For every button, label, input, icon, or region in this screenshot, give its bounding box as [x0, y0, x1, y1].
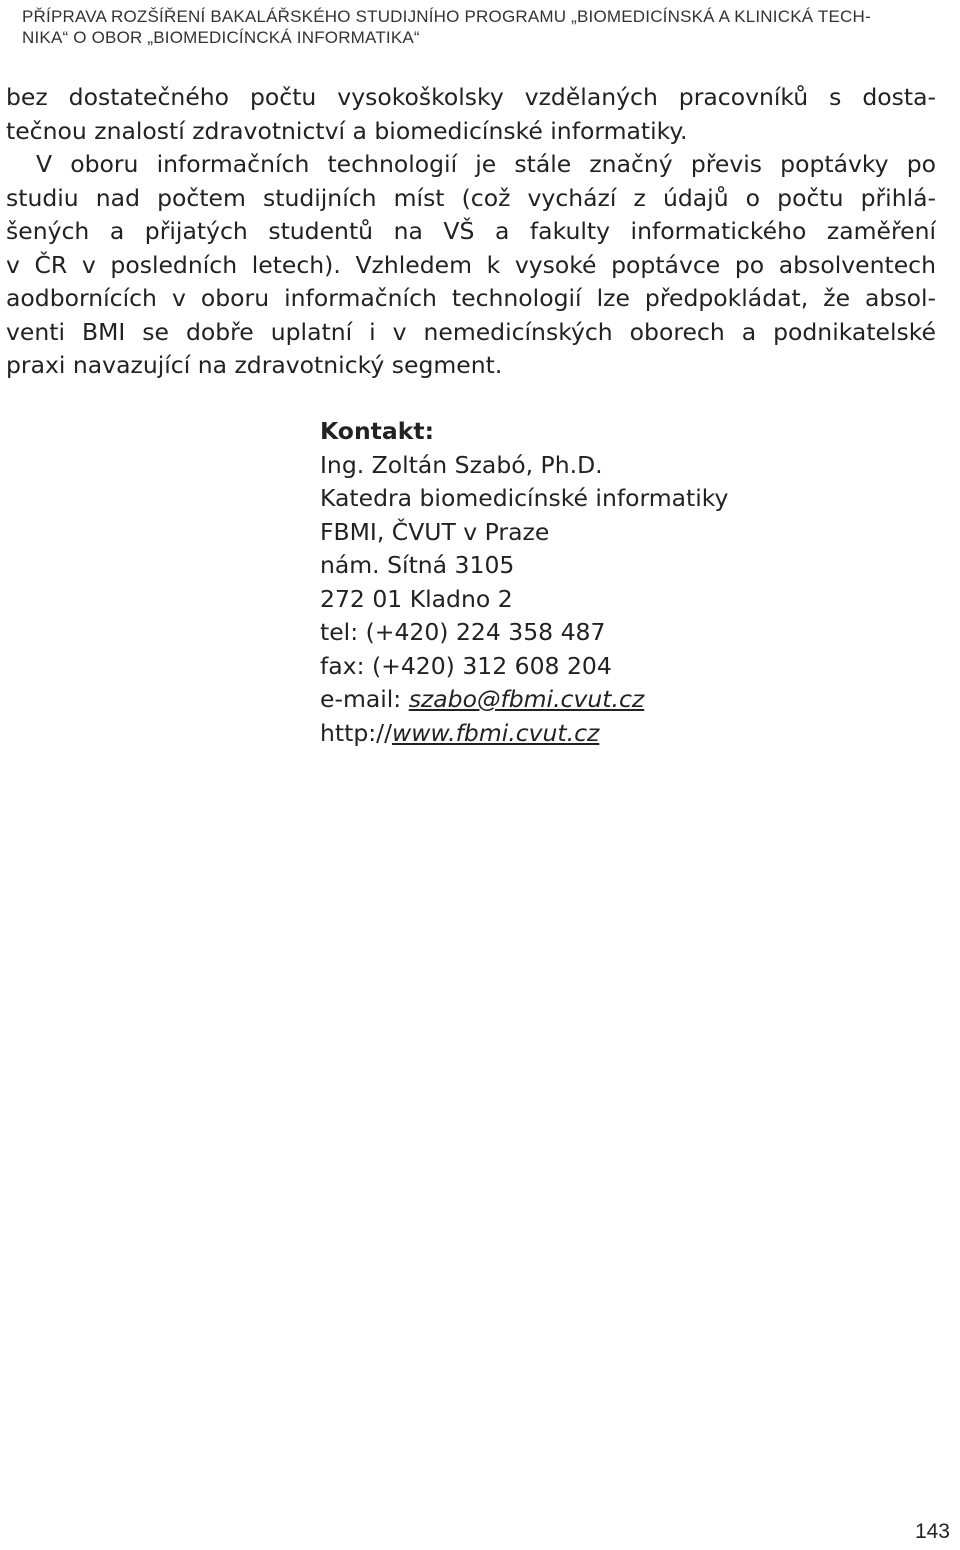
- running-header-line-2: NIKA“ O OBOR „BIOMEDICÍNCKÁ INFORMATIKA“: [22, 28, 420, 47]
- contact-email-link[interactable]: szabo@fbmi.cvut.cz: [408, 685, 645, 713]
- contact-faculty: FBMI, ČVUT v Praze: [320, 517, 550, 546]
- body-line: šených a přijatých studentů na VŠ a fakulty informatického zaměření: [6, 217, 936, 245]
- body-paragraph: [6, 81, 936, 383]
- contact-department: Katedra biomedicínské informatiky: [320, 484, 729, 512]
- contact-city: 272 01 Kladno 2: [320, 584, 513, 613]
- body-line: bez dostatečného počtu vysokoškolsky vzdělaných pracovníků s dosta-: [6, 83, 936, 111]
- body-line: v ČR v posledních letech). Vzhledem k vysoké poptávce po absolventech: [6, 250, 936, 279]
- contact-street: nám. Sítná 3105: [320, 551, 515, 579]
- contact-email-row: [320, 683, 920, 717]
- contact-name: Ing. Zoltán Szabó, Ph.D.: [320, 450, 603, 479]
- body-line: studiu nad počtem studijních míst (což vychází z údajů o počtu přihlá-: [6, 183, 936, 212]
- contact-tel: tel: (+420) 224 358 487: [320, 618, 606, 646]
- contact-heading: Kontakt:: [320, 417, 435, 445]
- running-header-line-1: PŘÍPRAVA ROZŠÍŘENÍ BAKALÁŘSKÉHO STUDIJNÍHO PROGRAMU „BIOMEDICÍNSKÁ A KLINICKÁ TECH-: [22, 7, 871, 26]
- contact-web-prefix: http://: [320, 718, 392, 747]
- contact-web-link[interactable]: www.fbmi.cvut.cz: [392, 718, 600, 747]
- contact-fax: fax: (+420) 312 608 204: [320, 651, 612, 680]
- contact-block: [320, 415, 920, 750]
- page-number: 143: [914, 1520, 950, 1543]
- body-line: aodbornících v oboru informačních technologií lze předpokládat, že absol-: [6, 284, 936, 312]
- running-header: [22, 6, 938, 48]
- body-line: V oboru informačních technologií je stále značný převis poptávky po: [36, 150, 936, 178]
- contact-email-label: e-mail:: [320, 685, 409, 713]
- body-line: praxi navazující na zdravotnický segment.: [6, 351, 503, 379]
- body-line: tečnou znalostí zdravotnictví a biomedicínské informatiky.: [6, 116, 688, 145]
- body-line: venti BMI se dobře uplatní i v nemedicínských oborech a podnikatelské: [6, 317, 936, 346]
- contact-web-row: [320, 717, 920, 751]
